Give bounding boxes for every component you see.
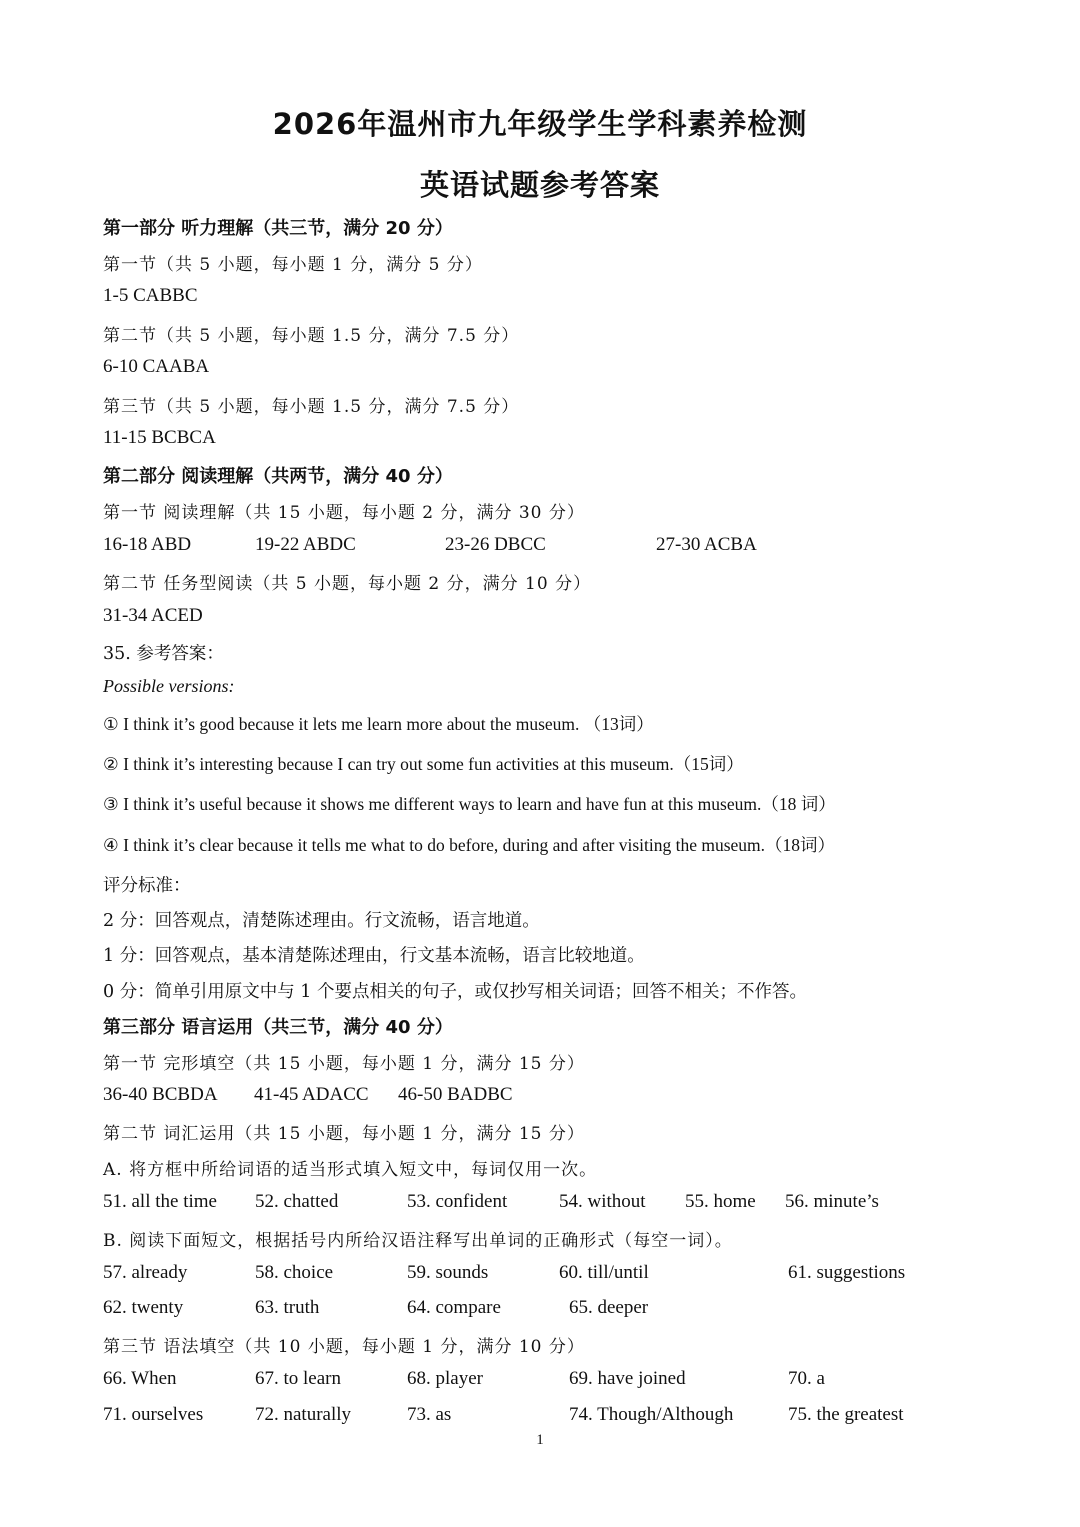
part2-section2-heading: 第二节 任务型阅读（共 5 小题，每小题 2 分，满分 10 分） (103, 574, 592, 594)
vocab-b-instructions: B. 阅读下面短文，根据括号内所给汉语注释写出单词的正确形式（每空一词）。 (103, 1231, 733, 1251)
grammar-answer-74: 74. Though/Although (569, 1404, 734, 1425)
criteria-heading: 评分标准： (103, 876, 191, 896)
grammar-answer-68: 68. player (407, 1368, 483, 1389)
grammar-answer-75: 75. the greatest (788, 1404, 904, 1425)
vocab-answer-58: 58. choice (255, 1262, 334, 1283)
part1-section1-answers: 1-5 CABBC (103, 285, 198, 306)
page-number: 1 (536, 1432, 544, 1448)
part1-section2-answers: 6-10 CAABA (103, 356, 210, 377)
reading-answers-27-30: 27-30 ACBA (656, 534, 757, 555)
cloze-answers-41-45: 41-45 ADACC (254, 1084, 369, 1105)
criteria-1-point: 1 分：回答观点，基本清楚陈述理由，行文基本流畅，语言比较地道。 (103, 946, 645, 966)
reading-answers-16-18: 16-18 ABD (103, 534, 192, 555)
part1-section2-heading: 第二节（共 5 小题，每小题 1.5 分，满分 7.5 分） (103, 326, 520, 346)
vocab-answer-60: 60. till/until (559, 1262, 649, 1283)
grammar-answer-66: 66. When (103, 1368, 177, 1389)
version-1: ① I think it’s good because it lets me learn more about the museum. （13词） (103, 714, 654, 734)
part1-heading: 第一部分 听力理解（共三节，满分 20 分） (103, 218, 453, 239)
grammar-answer-73: 73. as (407, 1404, 452, 1425)
vocab-answer-52: 52. chatted (255, 1191, 339, 1212)
cloze-answers-36-40: 36-40 BCBDA (103, 1084, 218, 1105)
part3-section3-heading: 第三节 语法填空（共 10 小题，每小题 1 分，满分 10 分） (103, 1337, 585, 1357)
criteria-2-points: 2 分：回答观点，清楚陈述理由。行文流畅，语言地道。 (103, 911, 540, 931)
part3-section2-heading: 第二节 词汇运用（共 15 小题，每小题 1 分，满分 15 分） (103, 1124, 585, 1144)
part1-section3-answers: 11-15 BCBCA (103, 427, 216, 448)
criteria-0-points: 0 分：简单引用原文中与 1 个要点相关的句子，或仅抄写相关词语；回答不相关；不作答。 (103, 982, 807, 1002)
version-3: ③ I think it’s useful because it shows me different ways to learn and have fun at this museum.（18 词） (103, 794, 836, 814)
vocab-answer-56: 56. minute’s (785, 1191, 879, 1212)
reading-answers-23-26: 23-26 DBCC (445, 534, 546, 555)
vocab-answer-61: 61. suggestions (788, 1262, 906, 1283)
part2-section1-heading: 第一节 阅读理解（共 15 小题，每小题 2 分，满分 30 分） (103, 503, 585, 523)
part2-heading: 第二部分 阅读理解（共两节，满分 40 分） (103, 466, 453, 487)
vocab-answer-55: 55. home (685, 1191, 756, 1212)
vocab-answer-53: 53. confident (407, 1191, 508, 1212)
possible-versions-label: Possible versions: (103, 676, 235, 696)
vocab-answer-64: 64. compare (407, 1297, 501, 1318)
part3-heading: 第三部分 语言运用（共三节，满分 40 分） (103, 1017, 453, 1038)
page-title: 2026年温州市九年级学生学科素养检测 (272, 107, 808, 141)
grammar-answer-70: 70. a (788, 1368, 825, 1389)
vocab-answer-59: 59. sounds (407, 1262, 489, 1283)
grammar-answer-67: 67. to learn (255, 1368, 342, 1389)
part1-section3-heading: 第三节（共 5 小题，每小题 1.5 分，满分 7.5 分） (103, 397, 520, 417)
grammar-answer-69: 69. have joined (569, 1368, 686, 1389)
grammar-answer-72: 72. naturally (255, 1404, 352, 1425)
vocab-answer-63: 63. truth (255, 1297, 320, 1318)
page-subtitle: 英语试题参考答案 (419, 168, 660, 202)
part3-section1-heading: 第一节 完形填空（共 15 小题，每小题 1 分，满分 15 分） (103, 1054, 585, 1074)
vocab-answer-62: 62. twenty (103, 1297, 184, 1318)
version-4: ④ I think it’s clear because it tells me what to do before, during and after visiting the museum.（18词） (103, 835, 836, 855)
q35-heading: 35. 参考答案： (103, 644, 224, 664)
cloze-answers-46-50: 46-50 BADBC (398, 1084, 513, 1105)
version-2: ② I think it’s interesting because I can try out some fun activities at this museum.（15词） (103, 754, 744, 774)
part1-section1-heading: 第一节（共 5 小题，每小题 1 分，满分 5 分） (103, 255, 483, 275)
vocab-a-instructions: A. 将方框中所给词语的适当形式填入短文中，每词仅用一次。 (103, 1160, 598, 1180)
reading-answers-19-22: 19-22 ABDC (255, 534, 356, 555)
vocab-answer-65: 65. deeper (569, 1297, 649, 1318)
vocab-answer-54: 54. without (559, 1191, 646, 1212)
vocab-answer-57: 57. already (103, 1262, 188, 1283)
grammar-answer-71: 71. ourselves (103, 1404, 204, 1425)
part2-section2-answers: 31-34 ACED (103, 605, 203, 626)
vocab-answer-51: 51. all the time (103, 1191, 217, 1212)
